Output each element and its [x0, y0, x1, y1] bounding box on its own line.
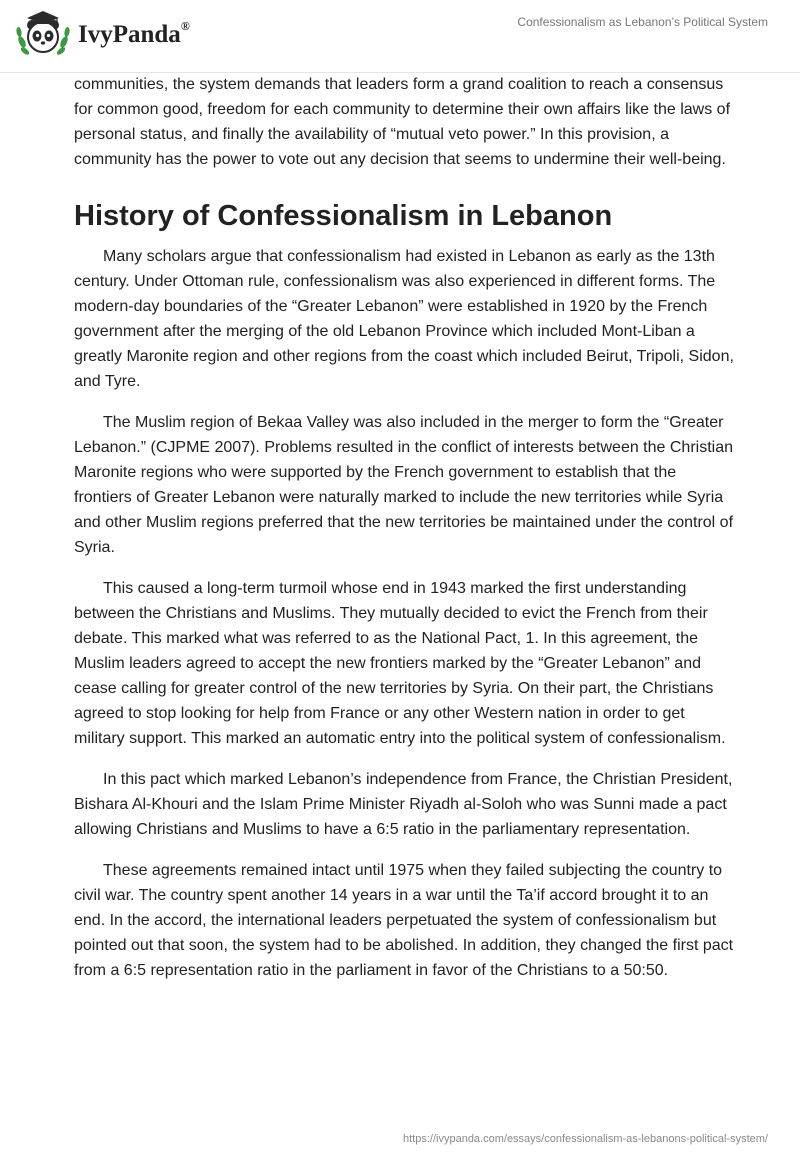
logo-text: IvyPanda — [78, 21, 181, 48]
registered-mark: ® — [180, 19, 190, 33]
panda-graduate-icon — [14, 8, 72, 58]
section-heading: History of Confessionalism in Lebanon — [74, 200, 613, 232]
page-header — [0, 0, 800, 73]
paragraph: Many scholars argue that confessionalism had existed in Lebanon as early as the 13th century. Under Ottoman rule, confessionalism was also experienced in different forms. The modern-day boundaries of the “Greater Lebanon” were established in 1920 by the French government after the merging of the old Lebanon Province which included Mont-Liban a greatly Maronite region and other regions from the coast which included Beirut, Tripoli, Sidon, and Tyre. — [74, 248, 734, 390]
document-title-meta: Confessionalism as Lebanon’s Political System — [517, 15, 768, 29]
ivypanda-logo[interactable] — [14, 8, 284, 60]
paragraph: In this pact which marked Lebanon’s independence from France, the Christian President, Bishara Al-Khouri and the Islam Prime Minister Riyadh al-Soloh who was Sunni made a pact allowing Christians and Muslims to have a 6:5 ratio in the parliamentary representation. — [74, 771, 733, 838]
paragraph: The Muslim region of Bekaa Valley was also included in the merger to form the “Greater Lebanon.” (CJPME 2007). Problems resulted in the conflict of interests between the Christian Maronite regions who were supported by the French government to establish that the frontiers of Greater Lebanon were naturally marked to include the new territories while Syria and other Muslim regions preferred that the new territories be maintained under the control of Syria. — [74, 414, 734, 556]
intro-paragraph: communities, the system demands that leaders form a grand coalition to reach a consensus for common good, freedom for each community to determine their own affairs like the laws of personal status, and finally the availability of “mutual veto power.” In this provision, a community has the power to vote out any decision that seems to undermine their well-being. — [74, 76, 731, 168]
source-url[interactable]: https://ivypanda.com/essays/confessionalism-as-lebanons-political-system/ — [403, 1133, 768, 1145]
paragraph: This caused a long-term turmoil whose end in 1943 marked the first understanding between the Christians and Muslims. They mutually decided to evict the French from their debate. This marked what was referred to as the National Pact, 1. In this agreement, the Muslim leaders agreed to accept the new frontiers marked by the “Greater Lebanon” and cease calling for greater control of the new territories by Syria. On their part, the Christians agreed to stop looking for help from France or any other Western nation in order to get military support. This marked an automatic entry into the political system of confessionalism. — [74, 580, 726, 747]
logo-wordmark — [78, 21, 190, 49]
essay-content — [74, 72, 734, 983]
paragraph: These agreements remained intact until 1975 when they failed subjecting the country to civil war. The country spent another 14 years in a war until the Ta’if accord brought it to an end. In the accord, the international leaders perpetuated the system of confessionalism but pointed out that soon, the system had to be abolished. In addition, they changed the first pact from a 6:5 representation ratio in the parliament in favor of the Christians to a 50:50. — [74, 862, 734, 979]
